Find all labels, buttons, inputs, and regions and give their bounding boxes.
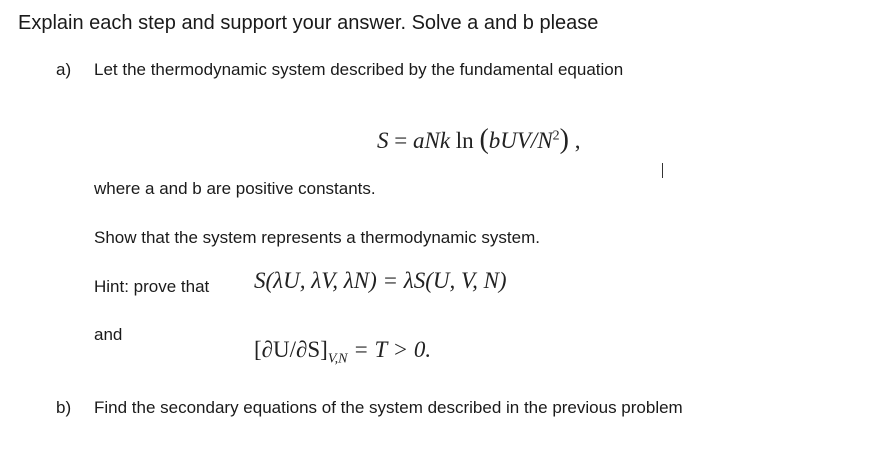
constants-note: where a and b are positive constants. (94, 179, 376, 198)
equation-argument: bUV/N (488, 128, 553, 153)
equation-lhs: S (377, 128, 389, 153)
fundamental-equation (377, 124, 580, 156)
equation-left-paren: ( (479, 124, 489, 155)
hint-label: Hint: prove that (94, 277, 210, 296)
question-heading: Explain each step and support your answer. Solve a and b please (18, 12, 599, 34)
text-cursor (662, 163, 663, 178)
and-label: and (94, 325, 123, 344)
show-statement: Show that the system represents a thermodynamic system. (94, 228, 540, 247)
homogeneity-equation: S(λU, λV, λN) = λS(U, V, N) (254, 268, 507, 293)
part-b-text: Find the secondary equations of the system described in the previous problem (94, 398, 683, 417)
equation-coefficient: aNk (412, 128, 451, 153)
equation-ln: ln (450, 128, 480, 153)
equation-exponent: 2 (552, 128, 560, 144)
part-a-intro: Let the thermodynamic system described by the fundamental equation (94, 60, 624, 79)
partial-derivative: [∂U/∂S] (254, 337, 328, 362)
part-b-label: b) (56, 398, 72, 417)
equation-comma: , (568, 128, 581, 153)
derivative-subscript: V,N (327, 351, 348, 367)
positivity-condition: = T > 0. (347, 337, 432, 362)
equation-right-paren: ) (559, 124, 569, 155)
temperature-condition (254, 337, 431, 368)
part-a-label: a) (56, 60, 72, 79)
equation-equals: = (388, 128, 413, 153)
